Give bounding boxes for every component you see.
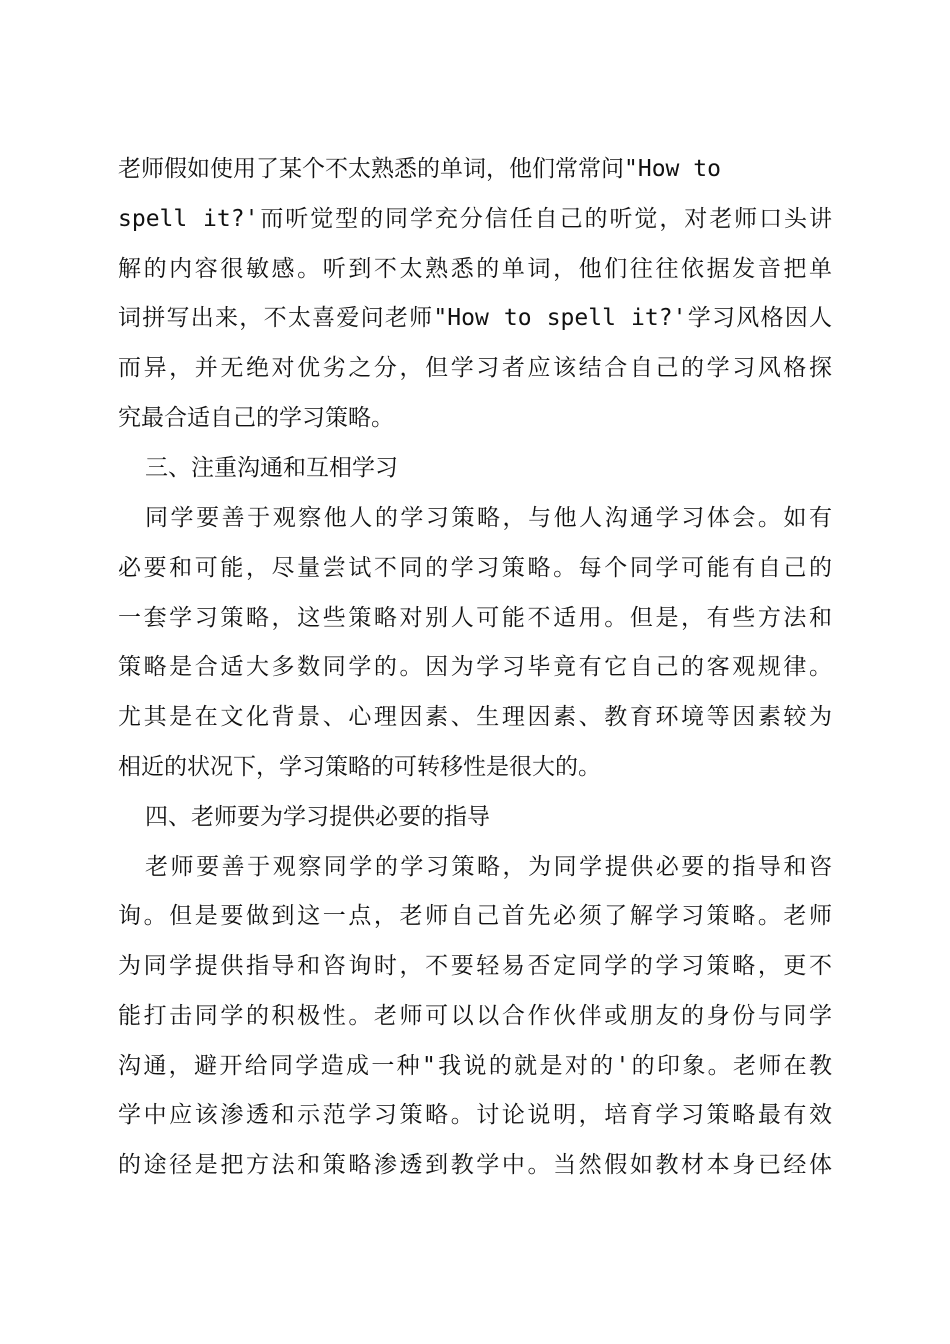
section-heading: 四、老师要为学习提供必要的指导	[145, 804, 490, 830]
text-line: 尤其是在文化背景、心理因素、生理因素、教育环境等因素较为	[118, 704, 832, 730]
text-line: 一套学习策略，这些策略对别人可能不适用。但是，有些方法和	[118, 605, 832, 631]
text-line: 老师假如使用了某个不太熟悉的单词，他们常常问"How to	[118, 156, 721, 182]
section-heading: 三、注重沟通和互相学习	[145, 455, 398, 481]
text-line: 的途径是把方法和策略渗透到教学中。当然假如教材本身已经体	[118, 1152, 832, 1178]
text-line: 词拼写出来，不太喜爱问老师"How to spell it?'学习风格因人	[118, 305, 832, 331]
text-line: 能打击同学的积极性。老师可以以合作伙伴或朋友的身份与同学	[118, 1003, 832, 1029]
text-line: spell it?'而听觉型的同学充分信任自己的听觉，对老师口头讲	[118, 206, 832, 232]
text-line: 究最合适自己的学习策略。	[118, 405, 394, 431]
text-line: 而异，并无绝对优劣之分，但学习者应该结合自己的学习风格探	[118, 355, 832, 381]
text-line: 解的内容很敏感。听到不太熟悉的单词，他们往往依据发音把单	[118, 256, 832, 282]
text-line: 沟通，避开给同学造成一种"我说的就是对的'的印象。老师在教	[118, 1053, 832, 1079]
text-line: 必要和可能，尽量尝试不同的学习策略。每个同学可能有自己的	[118, 555, 832, 581]
text-line: 策略是合适大多数同学的。因为学习毕竟有它自己的客观规律。	[118, 654, 832, 680]
paragraph-first-line: 老师要善于观察同学的学习策略，为同学提供必要的指导和咨	[145, 854, 832, 880]
paragraph-first-line: 同学要善于观察他人的学习策略，与他人沟通学习体会。如有	[145, 505, 832, 531]
text-line: 为同学提供指导和咨询时，不要轻易否定同学的学习策略，更不	[118, 953, 832, 979]
text-line: 询。但是要做到这一点，老师自己首先必须了解学习策略。老师	[118, 903, 832, 929]
text-line: 相近的状况下，学习策略的可转移性是很大的。	[118, 754, 601, 780]
text-line: 学中应该渗透和示范学习策略。讨论说明，培育学习策略最有效	[118, 1102, 832, 1128]
